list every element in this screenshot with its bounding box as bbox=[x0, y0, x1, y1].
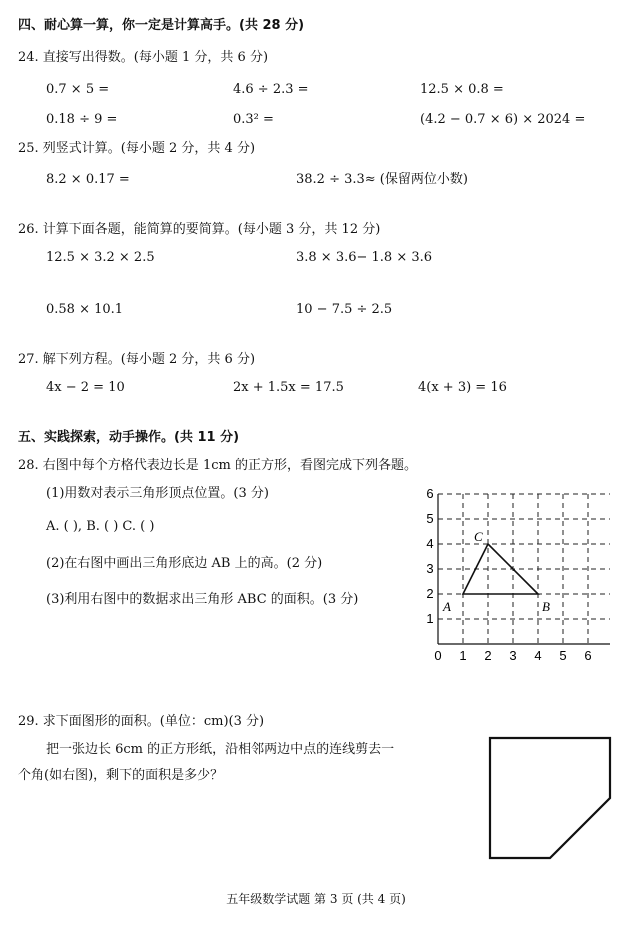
q26-item-2: 3.8 × 3.6− 1.8 × 3.6 bbox=[296, 250, 433, 265]
vertex-label-b: B bbox=[542, 599, 550, 614]
q24-title: 24. 直接写出得数。(每小题 1 分，共 6 分) bbox=[18, 50, 269, 65]
y-tick-2: 2 bbox=[426, 586, 434, 601]
x-tick-6: 6 bbox=[584, 648, 592, 663]
section5-heading: 五、实践探索，动手操作。(共 11 分) bbox=[18, 430, 240, 445]
q24-item-4: 0.18 ÷ 9 = bbox=[46, 112, 118, 127]
page-footer: 五年级数学试题 第 3 页 (共 4 页) bbox=[226, 892, 406, 906]
q24-item-5: 0.3² = bbox=[233, 112, 274, 127]
x-tick-0: 0 bbox=[434, 648, 442, 663]
q24-item-1: 0.7 × 5 = bbox=[46, 82, 110, 97]
q26-title: 26. 计算下面各题，能简算的要简算。(每小题 3 分，共 12 分) bbox=[18, 222, 381, 237]
y-tick-5: 5 bbox=[426, 511, 434, 526]
q26-item-3: 0.58 × 10.1 bbox=[46, 302, 124, 317]
q25-item-2: 38.2 ÷ 3.3≈ (保留两位小数) bbox=[296, 172, 468, 187]
x-tick-4: 4 bbox=[534, 648, 542, 663]
x-tick-2: 2 bbox=[484, 648, 492, 663]
y-tick-3: 3 bbox=[426, 561, 434, 576]
q28-sub1: (1)用数对表示三角形顶点位置。(3 分) bbox=[46, 486, 269, 501]
section4-heading: 四、耐心算一算，你一定是计算高手。(共 28 分) bbox=[18, 18, 305, 33]
y-tick-6: 6 bbox=[426, 486, 434, 501]
q27-title: 27. 解下列方程。(每小题 2 分，共 6 分) bbox=[18, 352, 256, 367]
q24-item-6: (4.2 − 0.7 × 6) × 2024 = bbox=[420, 112, 586, 127]
y-tick-1: 1 bbox=[426, 611, 434, 626]
q24-item-3: 12.5 × 0.8 = bbox=[420, 82, 504, 97]
q27-item-1: 4x − 2 = 10 bbox=[46, 380, 125, 395]
cut-square-figure bbox=[488, 736, 614, 862]
x-tick-labels bbox=[434, 648, 591, 663]
x-tick-1: 1 bbox=[459, 648, 467, 663]
q28-title: 28. 右图中每个方格代表边长是 1cm 的正方形，看图完成下列各题。 bbox=[18, 458, 417, 473]
q27-item-3: 4(x + 3) = 16 bbox=[418, 380, 507, 395]
vertex-label-a: A bbox=[443, 599, 451, 614]
vertex-label-c: C bbox=[474, 529, 483, 544]
x-tick-5: 5 bbox=[559, 648, 567, 663]
q28-blanks: A. ( ), B. ( ) C. ( ) bbox=[46, 519, 155, 534]
y-tick-labels bbox=[426, 486, 433, 626]
x-tick-3: 3 bbox=[509, 648, 517, 663]
y-tick-4: 4 bbox=[426, 536, 434, 551]
q27-item-2: 2x + 1.5x = 17.5 bbox=[233, 380, 344, 395]
q28-sub2: (2)在右图中画出三角形底边 AB 上的高。(2 分) bbox=[46, 556, 323, 571]
q25-title: 25. 列竖式计算。(每小题 2 分，共 4 分) bbox=[18, 141, 256, 156]
coordinate-grid bbox=[420, 482, 620, 672]
q29-line-2: 个角(如右图)，剩下的面积是多少？ bbox=[18, 768, 224, 783]
q25-item-1: 8.2 × 0.17 = bbox=[46, 172, 130, 187]
q29-title: 29. 求下面图形的面积。(单位：cm)(3 分) bbox=[18, 714, 265, 729]
q24-item-2: 4.6 ÷ 2.3 = bbox=[233, 82, 309, 97]
q26-item-1: 12.5 × 3.2 × 2.5 bbox=[46, 250, 155, 265]
q26-item-4: 10 − 7.5 ÷ 2.5 bbox=[296, 302, 393, 317]
grid-lines bbox=[438, 494, 610, 644]
q28-sub3: (3)利用右图中的数据求出三角形 ABC 的面积。(3 分) bbox=[46, 592, 359, 607]
q29-line-1: 把一张边长 6cm 的正方形纸，沿相邻两边中点的连线剪去一 bbox=[46, 742, 395, 757]
